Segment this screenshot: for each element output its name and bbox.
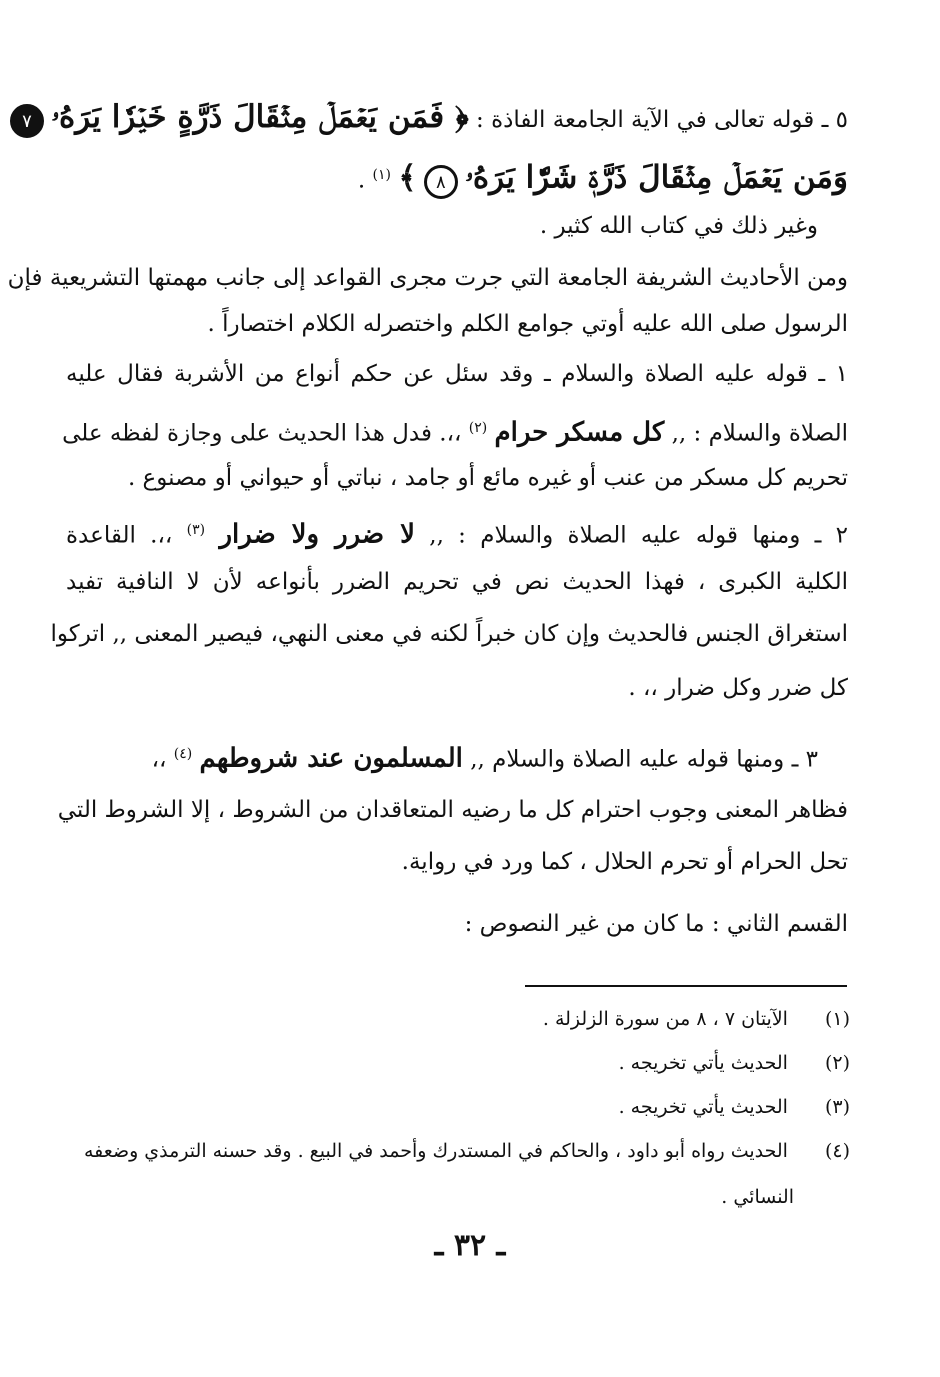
hadith2-tail: ،،. القاعدة — [66, 522, 173, 549]
hadith2-lead: ٢ ـ ومنها قوله عليه الصلاة والسلام : ,, — [429, 522, 849, 549]
hadith3-lead: ٣ ـ ومنها قوله عليه الصلاة والسلام ,, — [470, 746, 818, 773]
footnote-4-continuation: النسائي . — [721, 1186, 794, 1208]
hadith2-line-1 — [66, 510, 848, 556]
footnote-1 — [543, 1002, 850, 1036]
page-number: ـ ٣٢ ـ — [434, 1228, 506, 1263]
hadith-intro-line-2: الرسول صلى الله عليه أوتي جوامع الكلم واختصرله الكلام اختصاراً . — [207, 311, 848, 337]
verse-line-1 — [22, 94, 848, 144]
footnote-3 — [619, 1090, 850, 1124]
verse-line-2 — [66, 152, 848, 202]
footnote-4 — [84, 1134, 850, 1168]
section-heading: القسم الثاني : ما كان من غير النصوص : — [464, 911, 848, 937]
footnote-2-text: الحديث يأتي تخريجه . — [618, 1052, 788, 1074]
footnote-3-number: (٣) — [824, 1096, 850, 1118]
footnote-ref-1: (١) — [372, 167, 392, 183]
footnote-3-text: الحديث يأتي تخريجه . — [618, 1096, 788, 1118]
aya-number-8: ٨ — [424, 165, 458, 199]
footnote-2 — [619, 1046, 850, 1080]
hadith3-line-3: تحل الحرام أو تحرم الحلال ، كما ورد في رواية. — [401, 849, 848, 875]
hadith1-line-1: ١ ـ قوله عليه الصلاة والسلام ـ وقد سئل عن حكم أنواع من الأشربة فقال عليه — [66, 361, 848, 387]
hadith3-line-2: فظاهر المعنى وجوب احترام كل ما رضيه المتعاقدان من الشروط ، إلا الشروط التي — [57, 797, 848, 823]
footnote-1-number: (١) — [824, 1008, 850, 1030]
hadith3-tail: ،، — [151, 746, 167, 773]
hadith2-line-4: كل ضرر وكل ضرار ،، . — [628, 675, 848, 701]
quran-verse-7: ﴿ فَمَن يَعۡمَلۡ مِثۡقَالَ ذَرَّةٍ خَيۡرٗا يَرَهُۥ — [51, 99, 469, 135]
other-verses-line: وغير ذلك في كتاب الله كثير . — [539, 213, 818, 239]
footnote-1-text: الآيتان ٧ ، ٨ من سورة الزلزلة . — [542, 1008, 788, 1030]
quran-close-bracket: ﴾ — [398, 159, 417, 196]
hadith1-line-3: تحريم كل مسكر من عنب أو غيره مائع أو جامد ، نباتي أو حيواني أو مصنوع . — [127, 465, 848, 491]
verse-end-period: . — [357, 167, 366, 194]
hadith-intro-line-1: ومن الأحاديث الشريفة الجامعة التي جرت مجرى القواعد إلى جانب مهمتها التشريعية فإن — [7, 265, 848, 291]
footnote-ref-2: (٢) — [468, 420, 488, 436]
hadith1-text: كل مسكر حرام — [494, 417, 665, 448]
hadith2-line-3: استغراق الجنس فالحديث وإن كان خبراً لكنه في معنى النهي، فيصير المعنى ,, اتركوا — [50, 621, 848, 647]
hadith1-line-2 — [62, 408, 848, 454]
hadith2-text: لا ضرر ولا ضرار — [219, 519, 415, 550]
footnote-2-number: (٢) — [824, 1052, 850, 1074]
footnote-ref-3: (٣) — [186, 522, 206, 538]
footnote-4-number: (٤) — [824, 1140, 850, 1162]
hadith2-line-2: الكلية الكبرى ، فهذا الحديث نص في تحريم الضرر بأنواعه لأن لا النافية تفيد — [66, 569, 848, 595]
quran-verse-8: وَمَن يَعۡمَلۡ مِثۡقَالَ ذَرَّةٖ شَرّٗا يَرَهُۥ — [465, 159, 848, 196]
hadith3-line-1 — [66, 734, 818, 780]
hadith1-tail: ،،. فدل هذا الحديث على وجازة لفظه على — [62, 420, 462, 447]
hadith1-lead: الصلاة والسلام : ,, — [671, 420, 848, 447]
hadith3-text: المسلمون عند شروطهم — [199, 743, 463, 774]
footnote-ref-4: (٤) — [173, 746, 193, 762]
aya-number-7: ٧ — [10, 104, 44, 138]
footnote-4-text: الحديث رواه أبو داود ، والحاكم في المستدرك وأحمد في البيع . وقد حسنه الترمذي وضعفه — [83, 1140, 788, 1162]
verse-intro: ٥ ـ قوله تعالى في الآية الجامعة الفاذة : — [476, 107, 848, 133]
footnote-divider — [525, 985, 847, 987]
